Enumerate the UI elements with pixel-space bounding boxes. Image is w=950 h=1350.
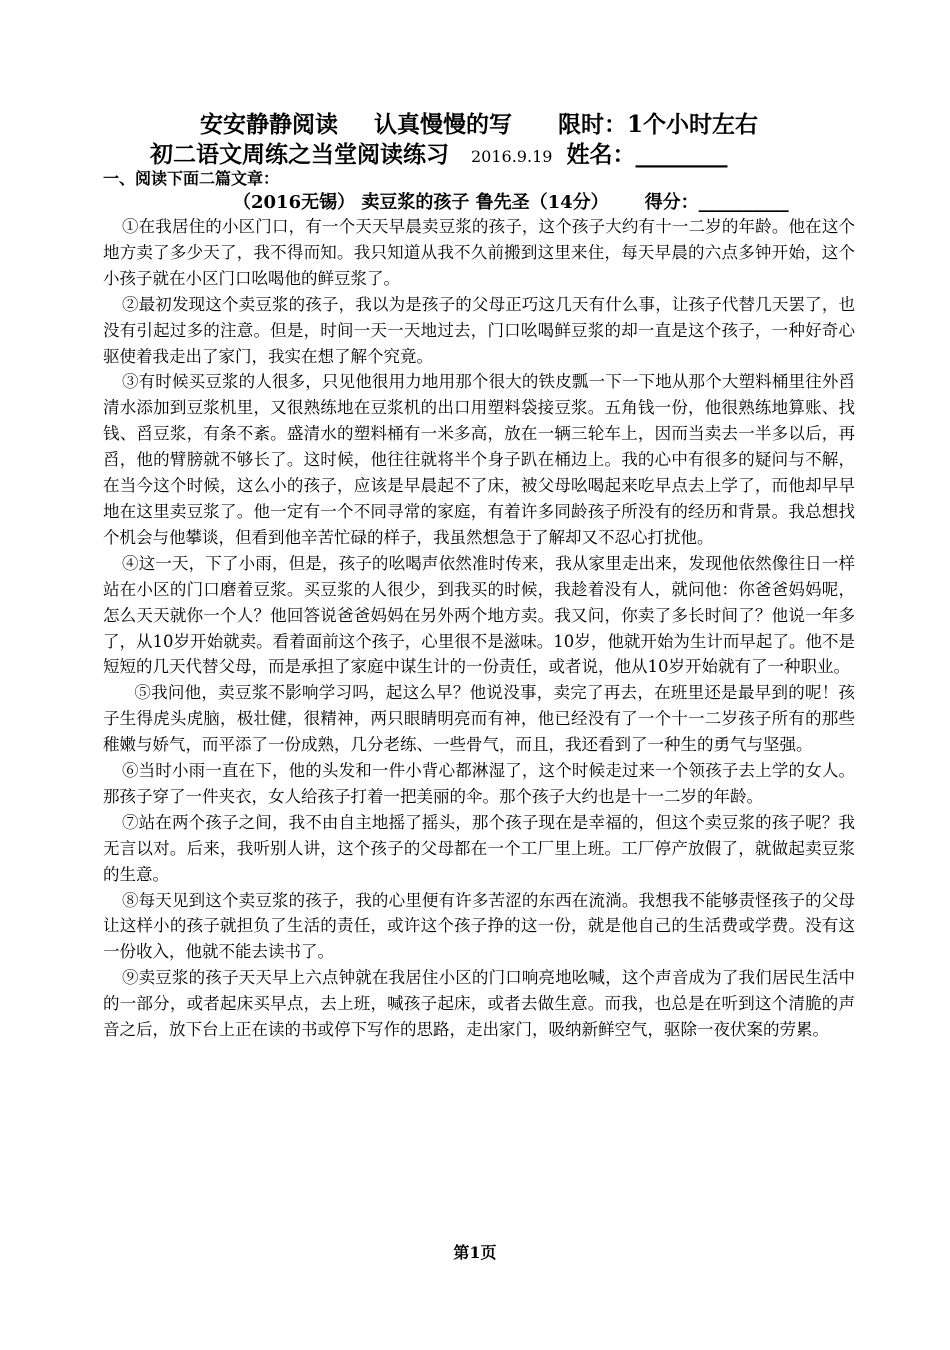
paragraph-2: ②最初发现这个卖豆浆的孩子，我以为是孩子的父母正巧这几天有什么事，让孩子代替几天罢了，也没有引起过多的注意。但是，时间一天一天地过去，门口吆喝鲜豆浆的却一直是这个孩子，一种好奇心驱使着我走出了家门，我实在想了解个究竟。 xyxy=(103,294,855,366)
paragraph-5: ⑤我问他，卖豆浆不影响学习吗，起这么早？他说没事，卖完了再去，在班里还是最早到的呢！孩子生得虎头虎脑，极壮健，很精神，两只眼睛明亮而有神，他已经没有了一个十一二岁孩子所有的那些稚嫩与娇气，而平添了一份成熟，几分老练、一些骨气，而且，我还看到了一种生的勇气与坚强。 xyxy=(103,683,855,755)
section-title: 一、阅读下面二篇文章： xyxy=(103,169,280,188)
article-body xyxy=(103,214,855,1043)
motto-line xyxy=(200,106,758,139)
motto-part-2: 认真慢慢的写 xyxy=(374,111,512,138)
paragraph-1: ①在我居住的小区门口，有一个天天早晨卖豆浆的孩子，这个孩子大约有十一二岁的年龄。他在这个地方卖了多少天了，我不得而知。我只知道从我不久前搬到这里来住，每天早晨的六点多钟开始，这个小孩子就在小区门口吆喝他的鲜豆浆了。 xyxy=(103,217,855,288)
page-title: 初二语文周练之当堂阅读练习 xyxy=(150,141,449,168)
name-field: 姓名：________ xyxy=(566,141,728,168)
time-limit: 限时：1个小时左右 xyxy=(558,111,759,138)
title-line xyxy=(150,136,727,169)
article-heading: （2016无锡） 卖豆浆的孩子 鲁先圣（14分） xyxy=(233,192,609,213)
paragraph-3: ③有时候买豆浆的人很多，只见他很用力地用那个很大的铁皮瓢一下一下地从那个大塑料桶里往外舀清水添加到豆浆机里，又很熟练地在豆浆机的出口用塑料袋接豆浆。五角钱一份，他很熟练地算账、找钱、舀豆浆，有条不紊。盛清水的塑料桶有一米多高，放在一辆三轮车上，因而当卖去一半多以后，再舀，他的臂膀就不够长了。这时候，他往往就将半个身子趴在桶边上。我的心中有很多的疑问与不解，在当今这个时候，这么小的孩子，应该是早晨起不了床，被父母吆喝起来吃早点去上学了，而他却早早地在这里卖豆浆了。他一定有一个不同寻常的家庭，有着许多同龄孩子所没有的经历和背景。我总想找个机会与他攀谈，但看到他辛苦忙碌的样子，我虽然想急于了解却又不忍心打扰他。 xyxy=(103,372,855,547)
article-heading-line xyxy=(233,188,789,214)
page-number: 第1页 xyxy=(453,1243,497,1262)
paragraph-8: ⑧每天见到这个卖豆浆的孩子，我的心里便有许多苦涩的东西在流淌。我想我不能够责怪孩子的父母让这样小的孩子就担负了生活的责任，或许这个孩子挣的这一份，就是他自己的生活费或学费。没有这一份收入，他就不能去读书了。 xyxy=(103,890,855,962)
paragraph-7: ⑦站在两个孩子之间，我不由自主地摇了摇头，那个孩子现在是幸福的，但这个卖豆浆的孩子呢？我无言以对。后来，我听别人讲，这个孩子的父母都在一个工厂里上班。工厂停产放假了，就做起卖豆浆的生意。 xyxy=(103,812,855,884)
date: 2016.9.19 xyxy=(471,147,553,166)
score-field: 得分：__________ xyxy=(644,192,789,213)
paragraph-4: ④这一天，下了小雨，但是，孩子的吆喝声依然准时传来，我从家里走出来，发现他依然像往日一样站在小区的门口磨着豆浆。买豆浆的人很少，到我买的时候，我趁着没有人，就问他：你爸爸妈妈呢，怎么天天就你一个人？他回答说爸爸妈妈在另外两个地方卖。我又问，你卖了多长时间了？他说一年多了，从10岁开始就卖。看着面前这个孩子，心里很不是滋味。10岁，他就开始为生计而早起了。他不是短短的几天代替父母，而是承担了家庭中谋生计的一份责任，或者说，他从10岁开始就有了一种职业。 xyxy=(103,553,855,677)
paragraph-9: ⑨卖豆浆的孩子天天早上六点钟就在我居住小区的门口响亮地吆喊，这个声音成为了我们居民生活中的一部分，或者起床买早点，去上班，喊孩子起床，或者去做生意。而我，也总是在听到这个清脆的声音之后，放下台上正在读的书或停下写作的思路，走出家门，吸纳新鲜空气，驱除一夜伏案的劳累。 xyxy=(103,968,855,1040)
motto-part-1: 安安静静阅读 xyxy=(200,111,338,138)
paragraph-6: ⑥当时小雨一直在下，他的头发和一件小背心都淋湿了，这个时候走过来一个领孩子去上学的女人。那孩子穿了一件夹衣，女人给孩子打着一把美丽的伞。那个孩子大约也是十一二岁的年龄。 xyxy=(103,761,855,806)
